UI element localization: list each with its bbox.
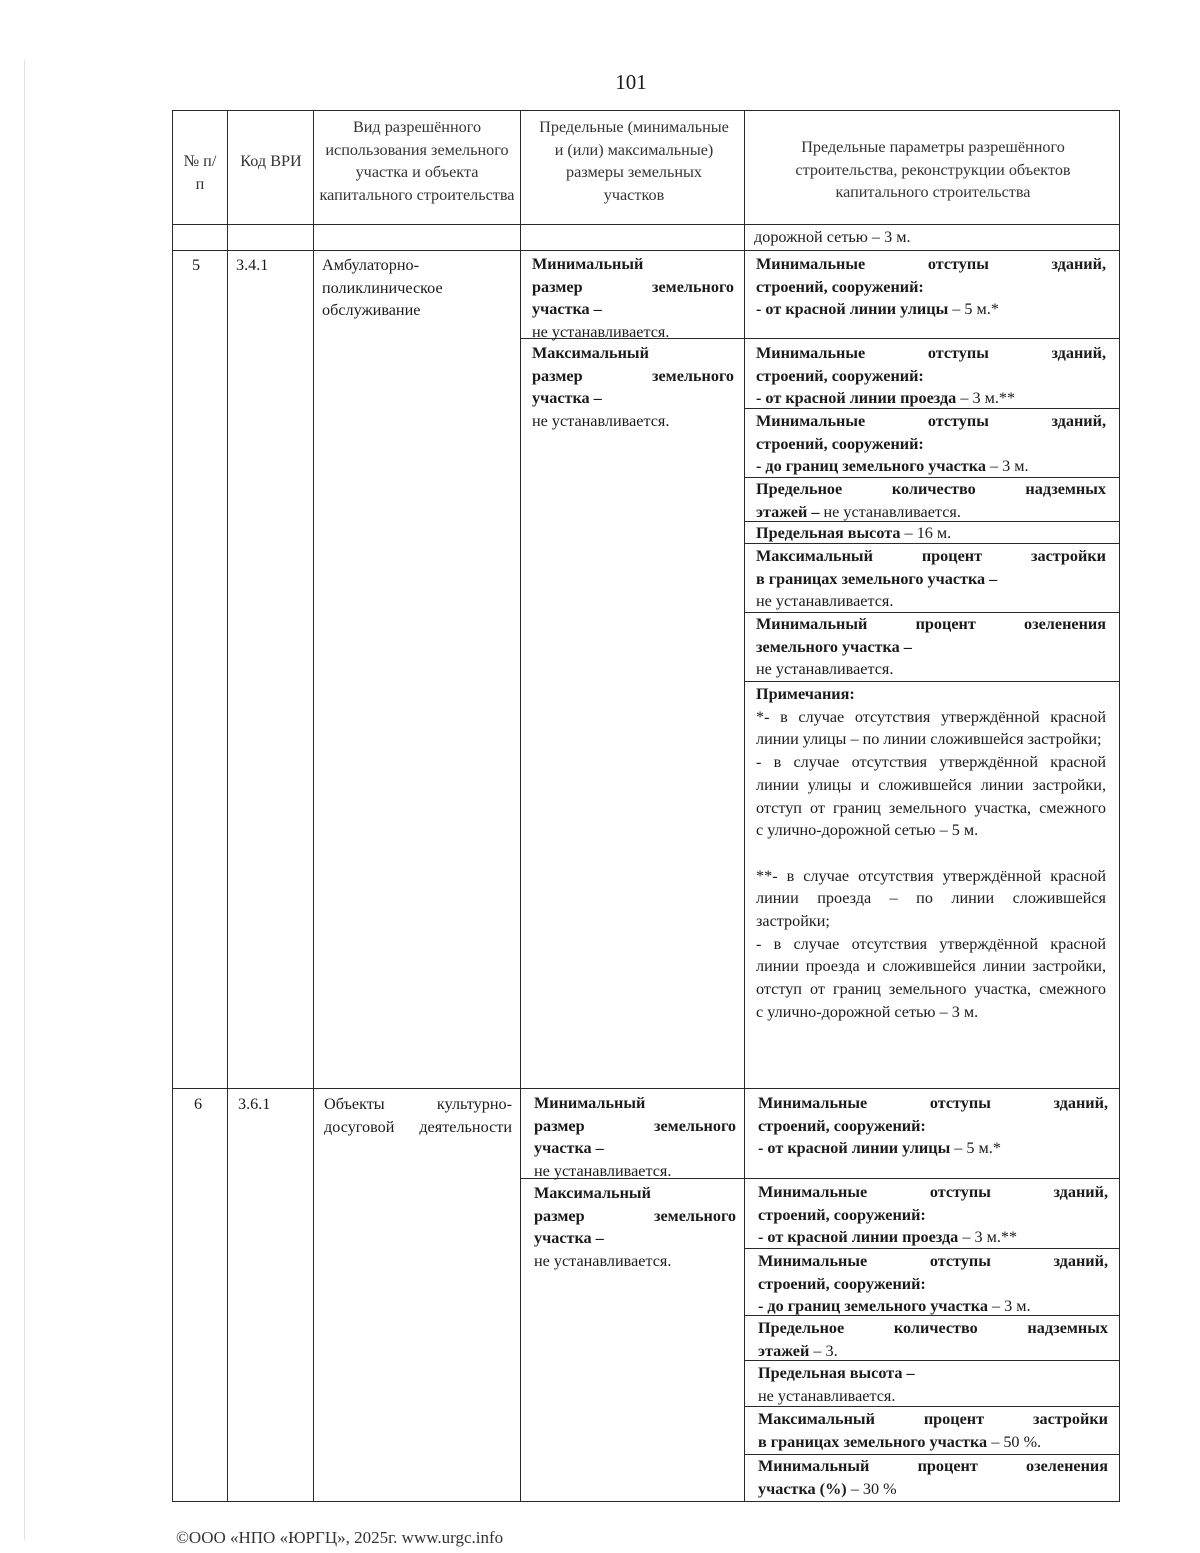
min-size-label: Минимальный <box>534 1094 646 1112</box>
row6-param-red-line-street: Минимальные отступы зданий, строений, сооружений: - от красной линии улицы – 5 м.* <box>758 1094 1108 1158</box>
row5-param-building-percent: Максимальный процент застройки в границах земельного участка – не устанавливается. <box>756 547 1106 611</box>
column-divider <box>520 110 521 1502</box>
max-size-label: участка – <box>532 389 602 408</box>
notes-title: Примечания: <box>756 685 855 703</box>
min-size-label: участка – <box>534 1139 604 1158</box>
column-divider <box>227 110 228 1502</box>
min-size-value: не устанавливается. <box>534 1162 672 1181</box>
page-number: 101 <box>615 70 647 94</box>
max-size-value: не устанавливается. <box>534 1252 672 1271</box>
row6-param-height: Предельная высота – не устанавливается. <box>758 1364 915 1405</box>
max-size-label: участка – <box>534 1229 604 1248</box>
note-text: - в случае отсутствия утверждённой красной линии проезда и сложившейся линии застройки, отступ от границ земельного участка, смежного <box>756 934 1106 999</box>
row6-param-green-percent: Минимальный процент озеленения участка (%) – 30 % <box>758 1457 1108 1498</box>
continuation-row-line <box>172 250 1120 251</box>
note-text: с улично-дорожной сетью – 3 м. <box>756 1002 979 1021</box>
header-sizes: Предельные (минимальные и (или) максимальные) размеры земельных участков <box>539 118 729 205</box>
header-use: Вид разрешённого использования земельного участка и объекта капитального строительства <box>319 118 515 205</box>
table-border-top <box>172 110 1120 111</box>
continuation-text: дорожной сетью – 3 м. <box>754 228 911 246</box>
row5-param-floors: Предельное количество надземных этажей – не устанавливается. <box>756 480 1106 521</box>
min-size-value: не устанавливается. <box>532 323 670 342</box>
min-size-label: размер земельного <box>532 277 734 296</box>
row5-notes <box>756 683 1106 1024</box>
max-size-value: не устанавливается. <box>532 412 670 431</box>
row5-param-red-line-street: Минимальные отступы зданий, строений, сооружений: - от красной линии улицы – 5 м.* <box>756 255 1106 319</box>
row6-use: Объекты культурно-досуговой деятельности <box>324 1095 512 1136</box>
header-params: Предельные параметры разрешённого строительства, реконструкции объектов капитального строительства <box>795 138 1071 202</box>
row6-param-floors: Предельное количество надземных этажей – 3. <box>758 1319 1108 1360</box>
row5-max-size <box>532 342 734 433</box>
scan-margin-line <box>24 60 25 1540</box>
note-text: - в случае отсутствия утверждённой красной линии улицы и сложившейся линии застройки, отступ от границ земельного участка, смежного <box>756 753 1106 817</box>
column-divider <box>744 110 745 1502</box>
header-num: № п/п <box>183 152 217 193</box>
row6-num: 6 <box>194 1095 203 1113</box>
table-border-left <box>172 110 173 1502</box>
row6-param-plot-border: Минимальные отступы зданий, строений, сооружений: - до границ земельного участка – 3 м. <box>758 1252 1108 1316</box>
footer-copyright: ©ООО «НПО «ЮРГЦ», 2025г. www.urgc.info <box>176 1528 504 1547</box>
row5-use: Амбулаторно-поликлиническое обслуживание <box>322 256 443 320</box>
note-text: с улично-дорожной сетью – 5 м. <box>756 821 979 840</box>
row5-param-green-percent: Минимальный процент озеленения земельного участка – не устанавливается. <box>756 615 1106 679</box>
header-code: Код ВРИ <box>240 152 302 170</box>
row5-param-plot-border: Минимальные отступы зданий, строений, сооружений: - до границ земельного участка – 3 м. <box>756 412 1106 476</box>
row5-num: 5 <box>192 256 201 274</box>
row5-divider <box>744 681 1120 682</box>
note-text: **- в случае отсутствия утверждённой красной линии проезда – по линии сложившейся застройки; <box>756 866 1106 931</box>
min-size-label: размер земельного <box>534 1116 736 1135</box>
row6-param-building-percent: Максимальный процент застройки в границах земельного участка – 50 %. <box>758 1410 1108 1451</box>
row5-bottom-line <box>172 1088 1120 1089</box>
row5-param-red-line-passage: Минимальные отступы зданий, строений, сооружений: - от красной линии проезда – 3 м.** <box>756 344 1106 408</box>
row6-code: 3.6.1 <box>238 1095 271 1113</box>
max-size-label: Максимальный <box>532 344 649 362</box>
max-size-label: размер земельного <box>532 366 734 385</box>
min-size-label: участка – <box>532 300 602 319</box>
row6-param-red-line-passage: Минимальные отступы зданий, строений, сооружений: - от красной линии проезда – 3 м.** <box>758 1183 1108 1247</box>
column-divider <box>313 110 314 1502</box>
header-bottom-line <box>172 224 1120 225</box>
row6-min-size <box>534 1092 736 1183</box>
max-size-label: Максимальный <box>534 1184 651 1202</box>
row5-code: 3.4.1 <box>236 256 269 274</box>
row6-max-size <box>534 1182 736 1273</box>
table-border-right <box>1119 110 1120 1502</box>
row5-min-size <box>532 253 734 344</box>
min-size-label: Минимальный <box>532 255 644 273</box>
row5-param-height: Предельная высота – 16 м. <box>756 524 952 542</box>
regulations-table <box>172 110 1120 1502</box>
max-size-label: размер земельного <box>534 1206 736 1225</box>
table-border-bottom <box>172 1501 1120 1502</box>
note-text: *- в случае отсутствия утверждённой красной линии улицы – по линии сложившейся застройки; <box>756 707 1106 749</box>
